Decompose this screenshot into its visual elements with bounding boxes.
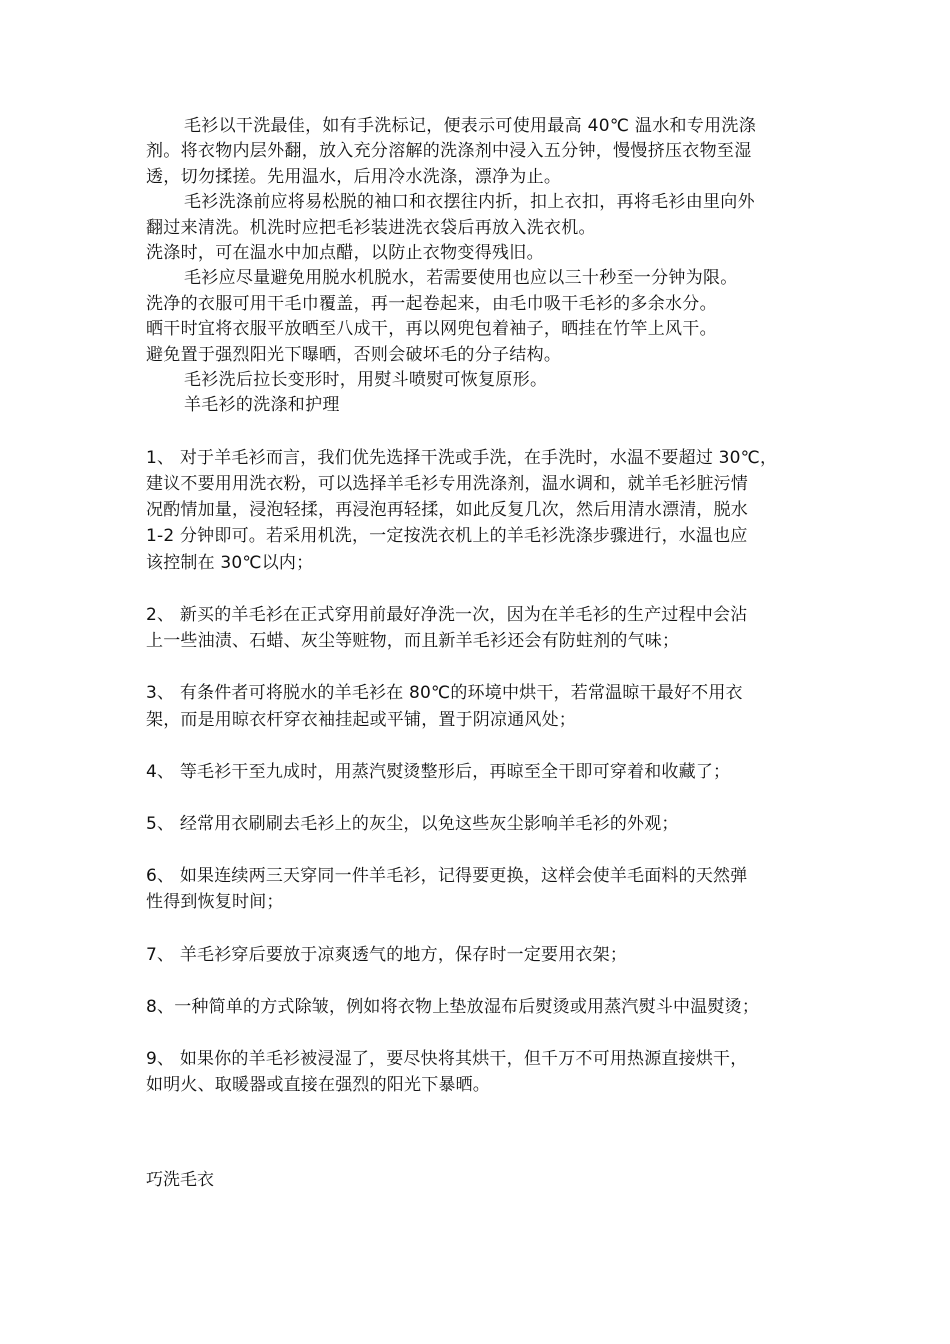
intro-line: 毛衫以干洗最佳，如有手洗标记，便表示可使用最高 40℃ 温水和专用洗涤	[184, 116, 757, 136]
list-item	[146, 602, 810, 654]
intro-line: 避免置于强烈阳光下曝晒，否则会破坏毛的分子结构。	[146, 344, 562, 365]
list-item-line: 建议不要用用洗衣粉，可以选择羊毛衫专用洗涤剂，温水调和，就羊毛衫脏污情	[146, 474, 748, 495]
list-item-line: 如明火、取暖器或直接在强烈的阳光下暴晒。	[146, 1075, 490, 1096]
intro-line: 毛衫洗涤前应将易松脱的袖口和衣摆往内折，扣上衣扣，再将毛衫由里向外	[184, 192, 755, 213]
list-item-line: 1、 对于羊毛衫而言，我们优先选择干洗或手洗，在手洗时，水温不要超过 30℃，	[146, 447, 778, 468]
list-item	[146, 942, 810, 968]
list-item	[146, 994, 810, 1020]
list-item-line: 1-2 分钟即可。若采用机洗，一定按洗衣机上的羊毛衫洗涤步骤进行，水温也应	[146, 526, 748, 547]
list-item-line: 性得到恢复时间；	[146, 892, 284, 913]
list-item-line: 6、 如果连续两三天穿同一件羊毛衫，记得要更换，这样会使羊毛面料的天然弹	[146, 866, 748, 887]
section-heading: 羊毛衫的洗涤和护理	[184, 395, 340, 416]
list-item-line: 况酌情加量，浸泡轻揉，再浸泡再轻揉，如此反复几次，然后用清水漂清，脱水	[146, 500, 748, 521]
list-item-line: 9、 如果你的羊毛衫被浸湿了，要尽快将其烘干，但千万不可用热源直接烘干，	[146, 1048, 748, 1069]
list-item-line: 该控制在 30℃以内；	[146, 552, 314, 573]
list-item	[146, 811, 810, 837]
closing-title: 巧洗毛衣	[146, 1170, 214, 1190]
intro-section	[146, 114, 810, 419]
intro-line: 洗涤时，可在温水中加点醋，以防止衣物变得残旧。	[146, 243, 544, 264]
list-item	[146, 863, 810, 915]
list-item-line: 2、 新买的羊毛衫在正式穿用前最好净洗一次，因为在羊毛衫的生产过程中会沾	[146, 604, 748, 625]
list-item-line: 4、 等毛衫干至九成时，用蒸汽熨烫整形后，再晾至全干即可穿着和收藏了；	[146, 761, 731, 782]
intro-line: 毛衫洗后拉长变形时，用熨斗喷熨可恢复原形。	[184, 370, 548, 391]
intro-line: 翻过来清洗。机洗时应把毛衫装进洗衣袋后再放入洗衣机。	[146, 217, 596, 238]
intro-line: 洗净的衣服可用干毛巾覆盖，再一起卷起来，由毛巾吸干毛衫的多余水分。	[146, 293, 717, 314]
list-item-line: 3、 有条件者可将脱水的羊毛衫在 80℃的环境中烘干，若常温晾干最好不用衣	[146, 683, 743, 704]
list-item	[146, 680, 810, 732]
intro-line: 毛衫应尽量避免用脱水机脱水，若需要使用也应以三十秒至一分钟为限。	[184, 268, 738, 289]
list-item	[146, 759, 810, 785]
list-item-line: 架，而是用晾衣杆穿衣袖挂起或平铺，置于阴凉通风处；	[146, 709, 576, 730]
list-item-line: 7、 羊毛衫穿后要放于凉爽透气的地方，保存时一定要用衣架；	[146, 944, 628, 965]
intro-line: 晒干时宜将衣服平放晒至八成干，再以网兜包着袖子，晒挂在竹竿上风干。	[146, 319, 717, 340]
list-item-line: 5、 经常用衣刷刷去毛衫上的灰尘，以免这些灰尘影响羊毛衫的外观；	[146, 813, 679, 834]
intro-line: 剂。将衣物内层外翻，放入充分溶解的洗涤剂中浸入五分钟，慢慢挤压衣物至湿	[146, 141, 752, 162]
list-item	[146, 1046, 810, 1098]
spacer	[146, 419, 810, 445]
care-list	[146, 445, 810, 1098]
list-item	[146, 445, 810, 576]
document-body	[146, 114, 810, 1124]
list-item-line: 8、一种简单的方式除皱，例如将衣物上垫放湿布后熨烫或用蒸汽熨斗中温熨烫；	[146, 996, 760, 1017]
list-item-line: 上一些油渍、石蜡、灰尘等赃物，而且新羊毛衫还会有防蛀剂的气味；	[146, 631, 680, 652]
intro-line: 透，切勿揉搓。先用温水，后用冷水洗涤，漂净为止。	[146, 166, 562, 187]
